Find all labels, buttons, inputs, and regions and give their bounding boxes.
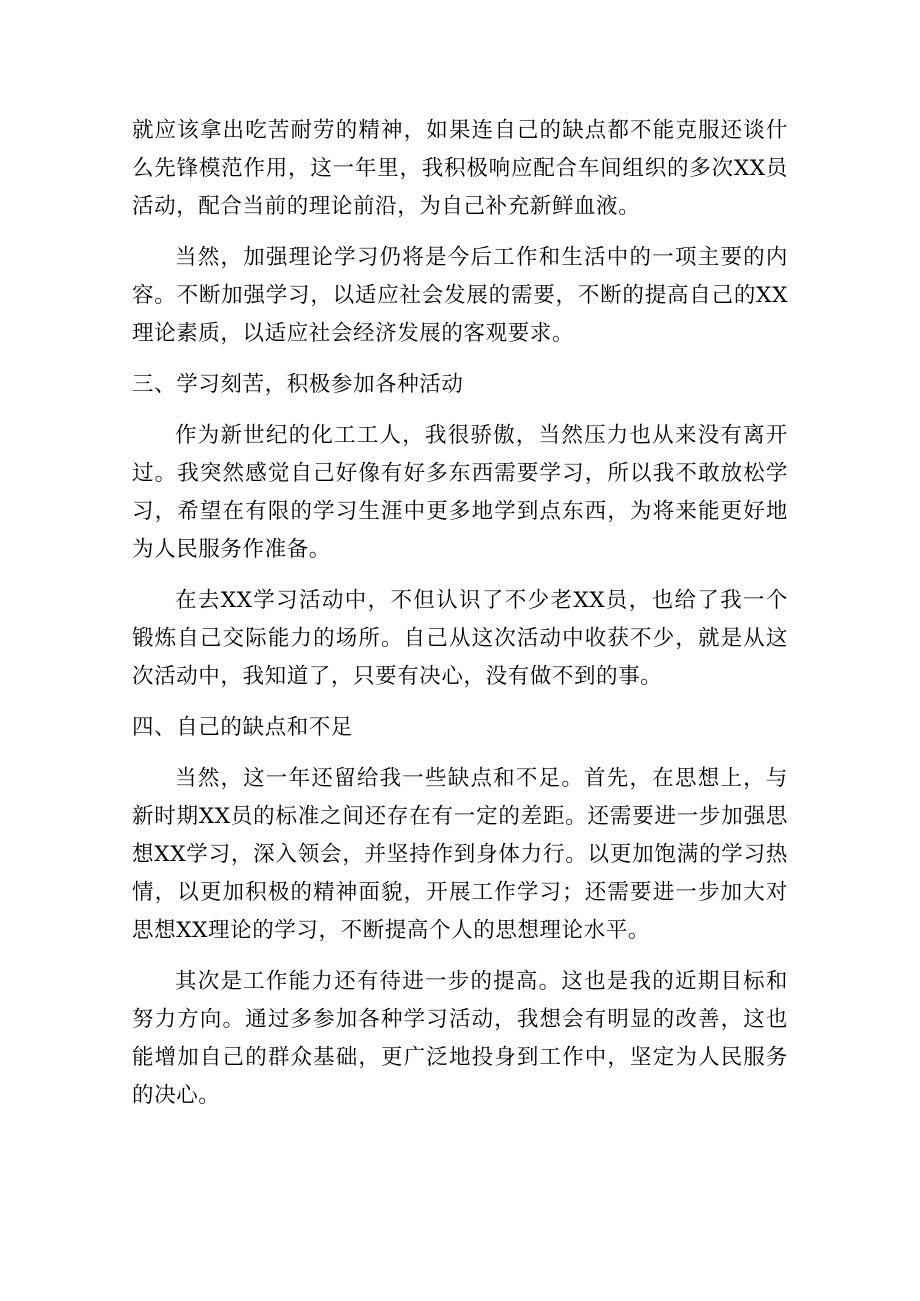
paragraph-theory-study: 当然，加强理论学习仍将是今后工作和生活中的一项主要的内容。不断加强学习，以适应社会发展的需要，不断的提高自己的XX理论素质，以适应社会经济发展的客观要求。 [132, 245, 788, 346]
section-heading-4: 四、自己的缺点和不足 [132, 715, 354, 740]
paragraph-chemical-worker: 作为新世纪的化工工人，我很骄傲，当然压力也从来没有离开过。我突然感觉自己好像有好多东西需要学习，所以我不敢放松学习，希望在有限的学习生涯中更多地学到点东西，为将来能更好地为人民服务作准备。 [132, 423, 788, 562]
paragraph-work-ability: 其次是工作能力还有待进一步的提高。这也是我的近期目标和努力方向。通过多参加各种学习活动，我想会有明显的改善，这也能增加自己的群众基础，更广泛地投身到工作中，坚定为人民服务的决心。 [132, 969, 788, 1108]
paragraph-continuation: 就应该拿出吃苦耐劳的精神，如果连自己的缺点都不能克服还谈什么先锋模范作用，这一年里，我积极响应配合车间组织的多次XX员活动，配合当前的理论前沿，为自己补充新鲜血液。 [132, 118, 788, 219]
section-heading-3: 三、学习刻苦，积极参加各种活动 [132, 372, 464, 397]
paragraph-study-activity: 在去XX学习活动中，不但认识了不少老XX员，也给了我一个锻炼自己交际能力的场所。自己从这次活动中收获不少，就是从这次活动中，我知道了，只要有决心，没有做不到的事。 [132, 588, 788, 689]
document-body [132, 112, 788, 1128]
paragraph-shortcomings: 当然，这一年还留给我一些缺点和不足。首先，在思想上，与新时期XX员的标准之间还存在有一定的差距。还需要进一步加强思想XX学习，深入领会，并坚持作到身体力行。以更加饱满的学习热情，以更加积极的精神面貌，开展工作学习；还需要进一步加大对思想XX理论的学习，不断提高个人的思想理论水平。 [132, 766, 788, 943]
